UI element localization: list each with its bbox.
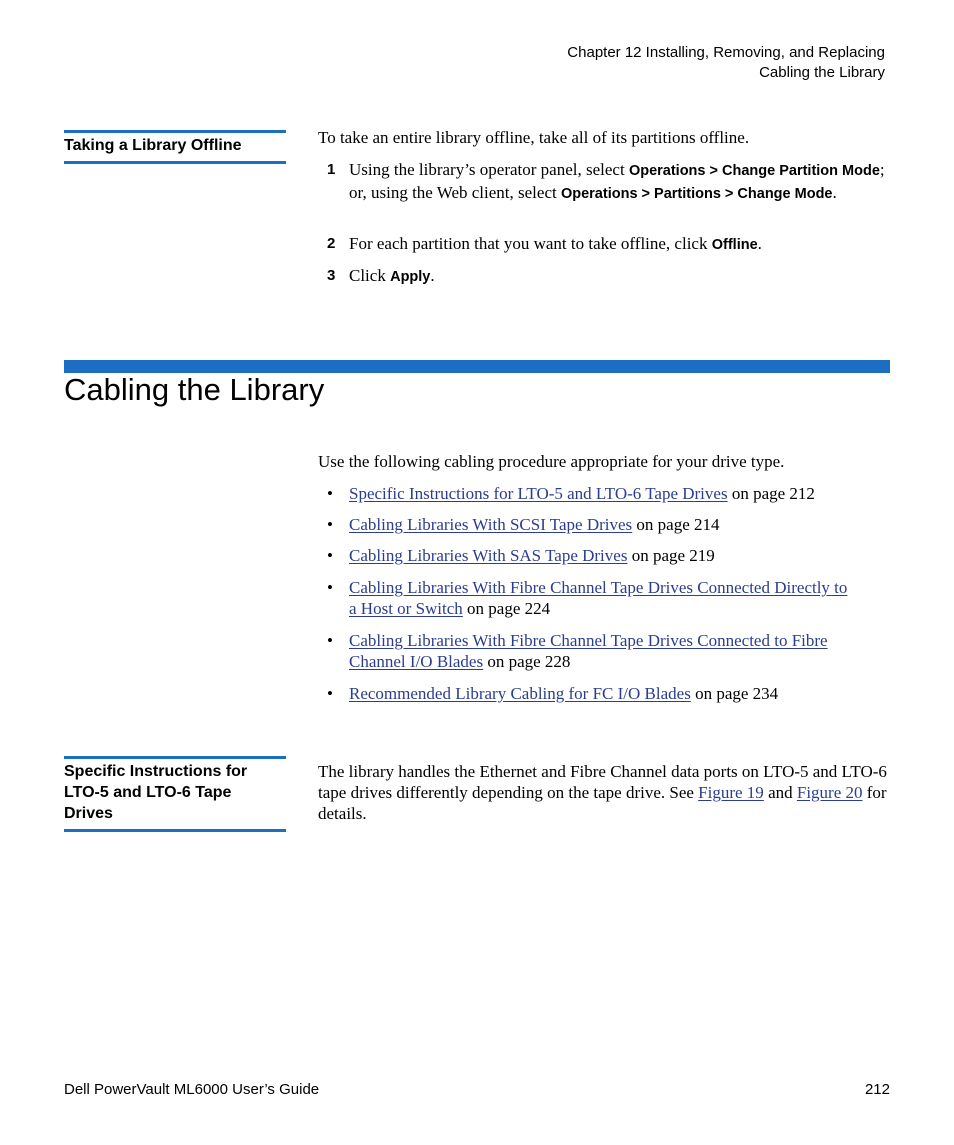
step-number: 1 <box>327 161 336 178</box>
link-specific-instructions-lto[interactable]: Specific Instructions for LTO-5 and LTO-6 Tape Drives <box>349 484 728 503</box>
lto-paragraph <box>318 761 890 824</box>
list-item <box>327 483 887 504</box>
step-text-run: For each partition that you want to take offline, click <box>349 234 712 253</box>
bullet-icon: • <box>327 515 333 534</box>
bullet-icon: • <box>327 684 333 703</box>
bullet-icon: • <box>327 578 333 597</box>
side-heading-rule-top <box>64 756 286 759</box>
side-heading-lto: Specific Instructions for LTO-5 and LTO-6 Tape Drives <box>64 763 248 822</box>
bullet-icon: • <box>327 484 333 503</box>
step-2-text <box>349 233 894 256</box>
footer-page-number: 212 <box>864 1081 890 1098</box>
step-text-run: . <box>832 183 837 202</box>
running-header <box>567 43 885 83</box>
bullet-icon: • <box>327 631 333 650</box>
cabling-links-list <box>327 483 887 704</box>
link-cabling-fc-direct[interactable]: Cabling Libraries With Fibre Channel Tape Drives Connected Directly to a Host or Switch <box>349 578 848 618</box>
paragraph-text: The library handles the Ethernet and Fibre Channel data ports on LTO-5 and LTO-6 tape drives differently depending on the tape drive. See <box>318 762 887 802</box>
ui-button-name: Offline <box>711 237 758 253</box>
step-1-text <box>349 159 894 205</box>
link-cabling-sas[interactable]: Cabling Libraries With SAS Tape Drives <box>349 546 628 565</box>
chapter-title: Cabling the Library <box>64 372 325 407</box>
list-item <box>327 683 887 704</box>
running-header-chapter: Chapter 12 Installing, Removing, and Replacing <box>567 44 885 61</box>
step-text-run: Click <box>349 266 391 285</box>
list-item <box>327 630 869 672</box>
page-reference: on page 228 <box>483 652 571 671</box>
step-3-text <box>349 265 894 288</box>
step-number: 3 <box>327 267 336 284</box>
ui-button-name: Apply <box>390 269 431 285</box>
step-text-run: . <box>430 266 435 285</box>
list-item <box>327 545 887 566</box>
link-figure-20[interactable]: Figure 20 <box>796 783 863 802</box>
bullet-icon: • <box>327 546 333 565</box>
side-heading-rule-top <box>64 130 286 133</box>
page-reference: on page 219 <box>627 546 715 565</box>
side-heading-rule-bottom <box>64 161 286 164</box>
page-reference: on page 234 <box>690 684 779 703</box>
link-recommended-fc-cabling[interactable]: Recommended Library Cabling for FC I/O Blades <box>349 684 691 703</box>
ui-path: Operations > Change Partition Mode <box>628 163 880 179</box>
page-reference: on page 224 <box>462 599 551 618</box>
running-header-section: Cabling the Library <box>759 64 885 81</box>
step-number: 2 <box>327 235 336 252</box>
page-reference: on page 214 <box>632 515 720 534</box>
list-item <box>327 577 849 619</box>
side-heading-offline: Taking a Library Offline <box>64 137 242 154</box>
cabling-intro: Use the following cabling procedure appropriate for your drive type. <box>318 452 785 471</box>
step-text-run: . <box>757 234 762 253</box>
link-figure-19[interactable]: Figure 19 <box>698 783 764 802</box>
link-cabling-scsi[interactable]: Cabling Libraries With SCSI Tape Drives <box>349 515 633 534</box>
link-cabling-fc-io-blades[interactable]: Cabling Libraries With Fibre Channel Tape Drives Connected to Fibre Channel I/O Blades <box>349 631 828 671</box>
footer-doc-title: Dell PowerVault ML6000 User’s Guide <box>64 1081 320 1098</box>
paragraph-text: and <box>763 783 797 802</box>
step-text-run: ; or, using the Web client, select <box>349 160 885 202</box>
side-heading-rule-bottom <box>64 829 286 832</box>
page-reference: on page 212 <box>727 484 815 503</box>
list-item <box>327 514 887 535</box>
offline-intro: To take an entire library offline, take all of its partitions offline. <box>318 128 750 147</box>
step-text-run: Using the library’s operator panel, select <box>349 160 629 179</box>
ui-path: Operations > Partitions > Change Mode <box>560 186 833 202</box>
paragraph-text: for details. <box>318 783 887 823</box>
